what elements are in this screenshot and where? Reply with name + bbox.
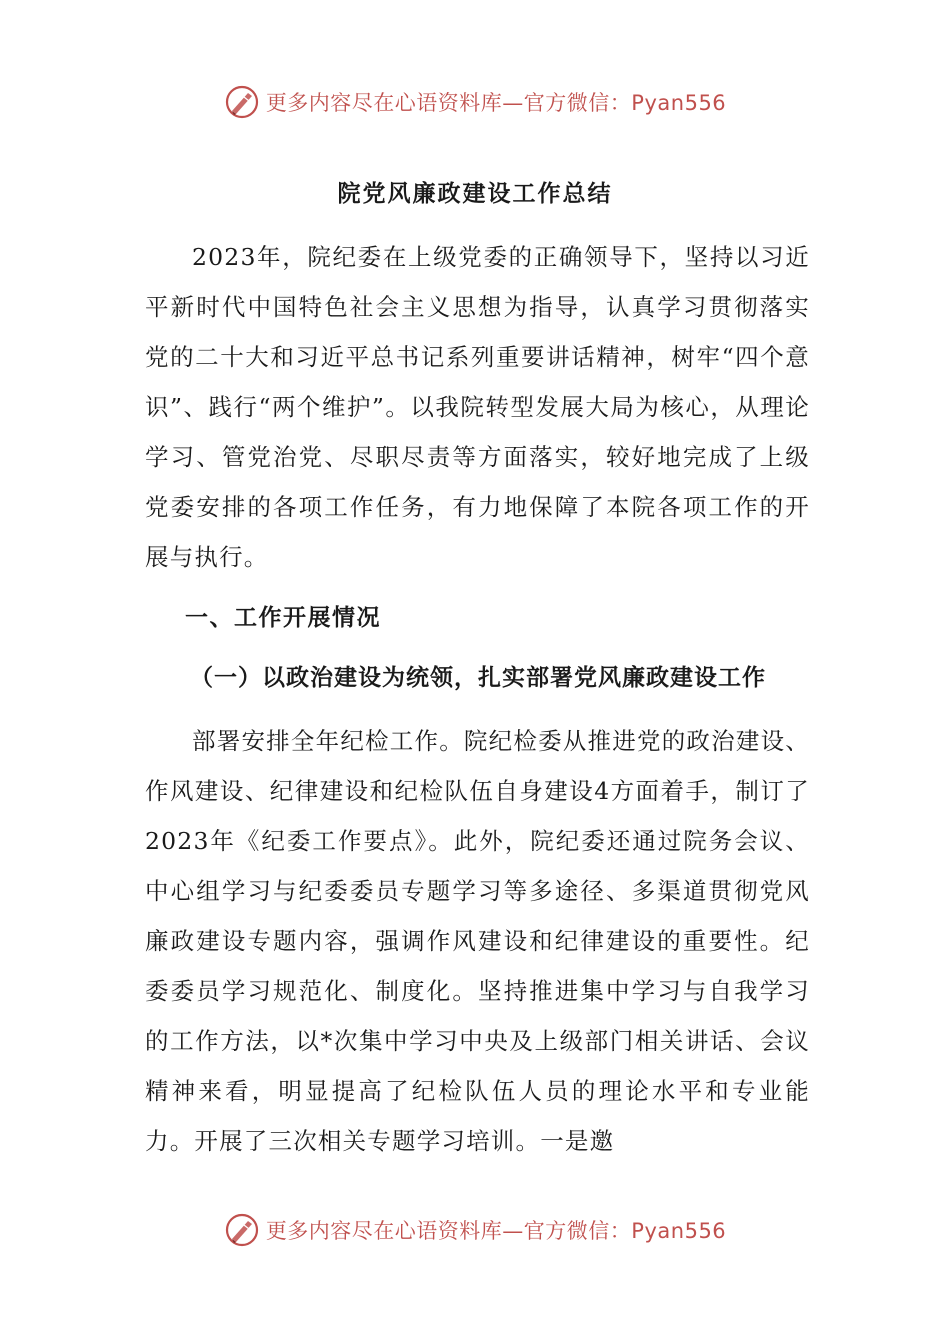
document-title: 院党风廉政建设工作总结 [337,180,613,207]
paragraph-body: 部署安排全年纪检工作。院纪检委从推进党的政治建设、作风建设、纪律建设和纪检队伍自身建设4方面着手，制订了2023年《纪委工作要点》。此外，院纪委还通过院务会议、中心组学习与纪委委员专题学习等多途径、多渠道贯彻党风廉政建设专题内容，强调作风建设和纪律建设的重要性。纪委委员学习规范化、制度化。坚持推进集中学习与自我学习的工作方法，以*次集中学习中央及上级部门相关讲话、会议精神来看，明显提高了纪检队伍人员的理论水平和专业能力。开展了三次相关专题学习培训。一是邀 [145,727,810,1155]
section-heading: 一、工作开展情况 [185,604,381,631]
subsection-heading: （一）以政治建设为统领，扎实部署党风廉政建设工作 [190,664,766,691]
pen-logo-icon [224,84,260,120]
paragraph-intro: 2023年，院纪委在上级党委的正确领导下，坚持以习近平新时代中国特色社会主义思想为指导，认真学习贯彻落实党的二十大和习近平总书记系列重要讲话精神，树牢“四个意识”、践行“两个维护”。以我院转型发展大局为核心，从理论学习、管党治党、尽职尽责等方面落实，较好地完成了上级党委安排的各项工作任务，有力地保障了本院各项工作的开展与执行。 [145,243,810,571]
footer-banner [0,1208,950,1252]
pen-logo-icon [224,1212,260,1248]
banner-text: 更多内容尽在心语资料库—官方微信：Pyan556 [265,91,727,115]
header-banner [0,80,950,124]
banner-text: 更多内容尽在心语资料库—官方微信：Pyan556 [265,1219,727,1243]
